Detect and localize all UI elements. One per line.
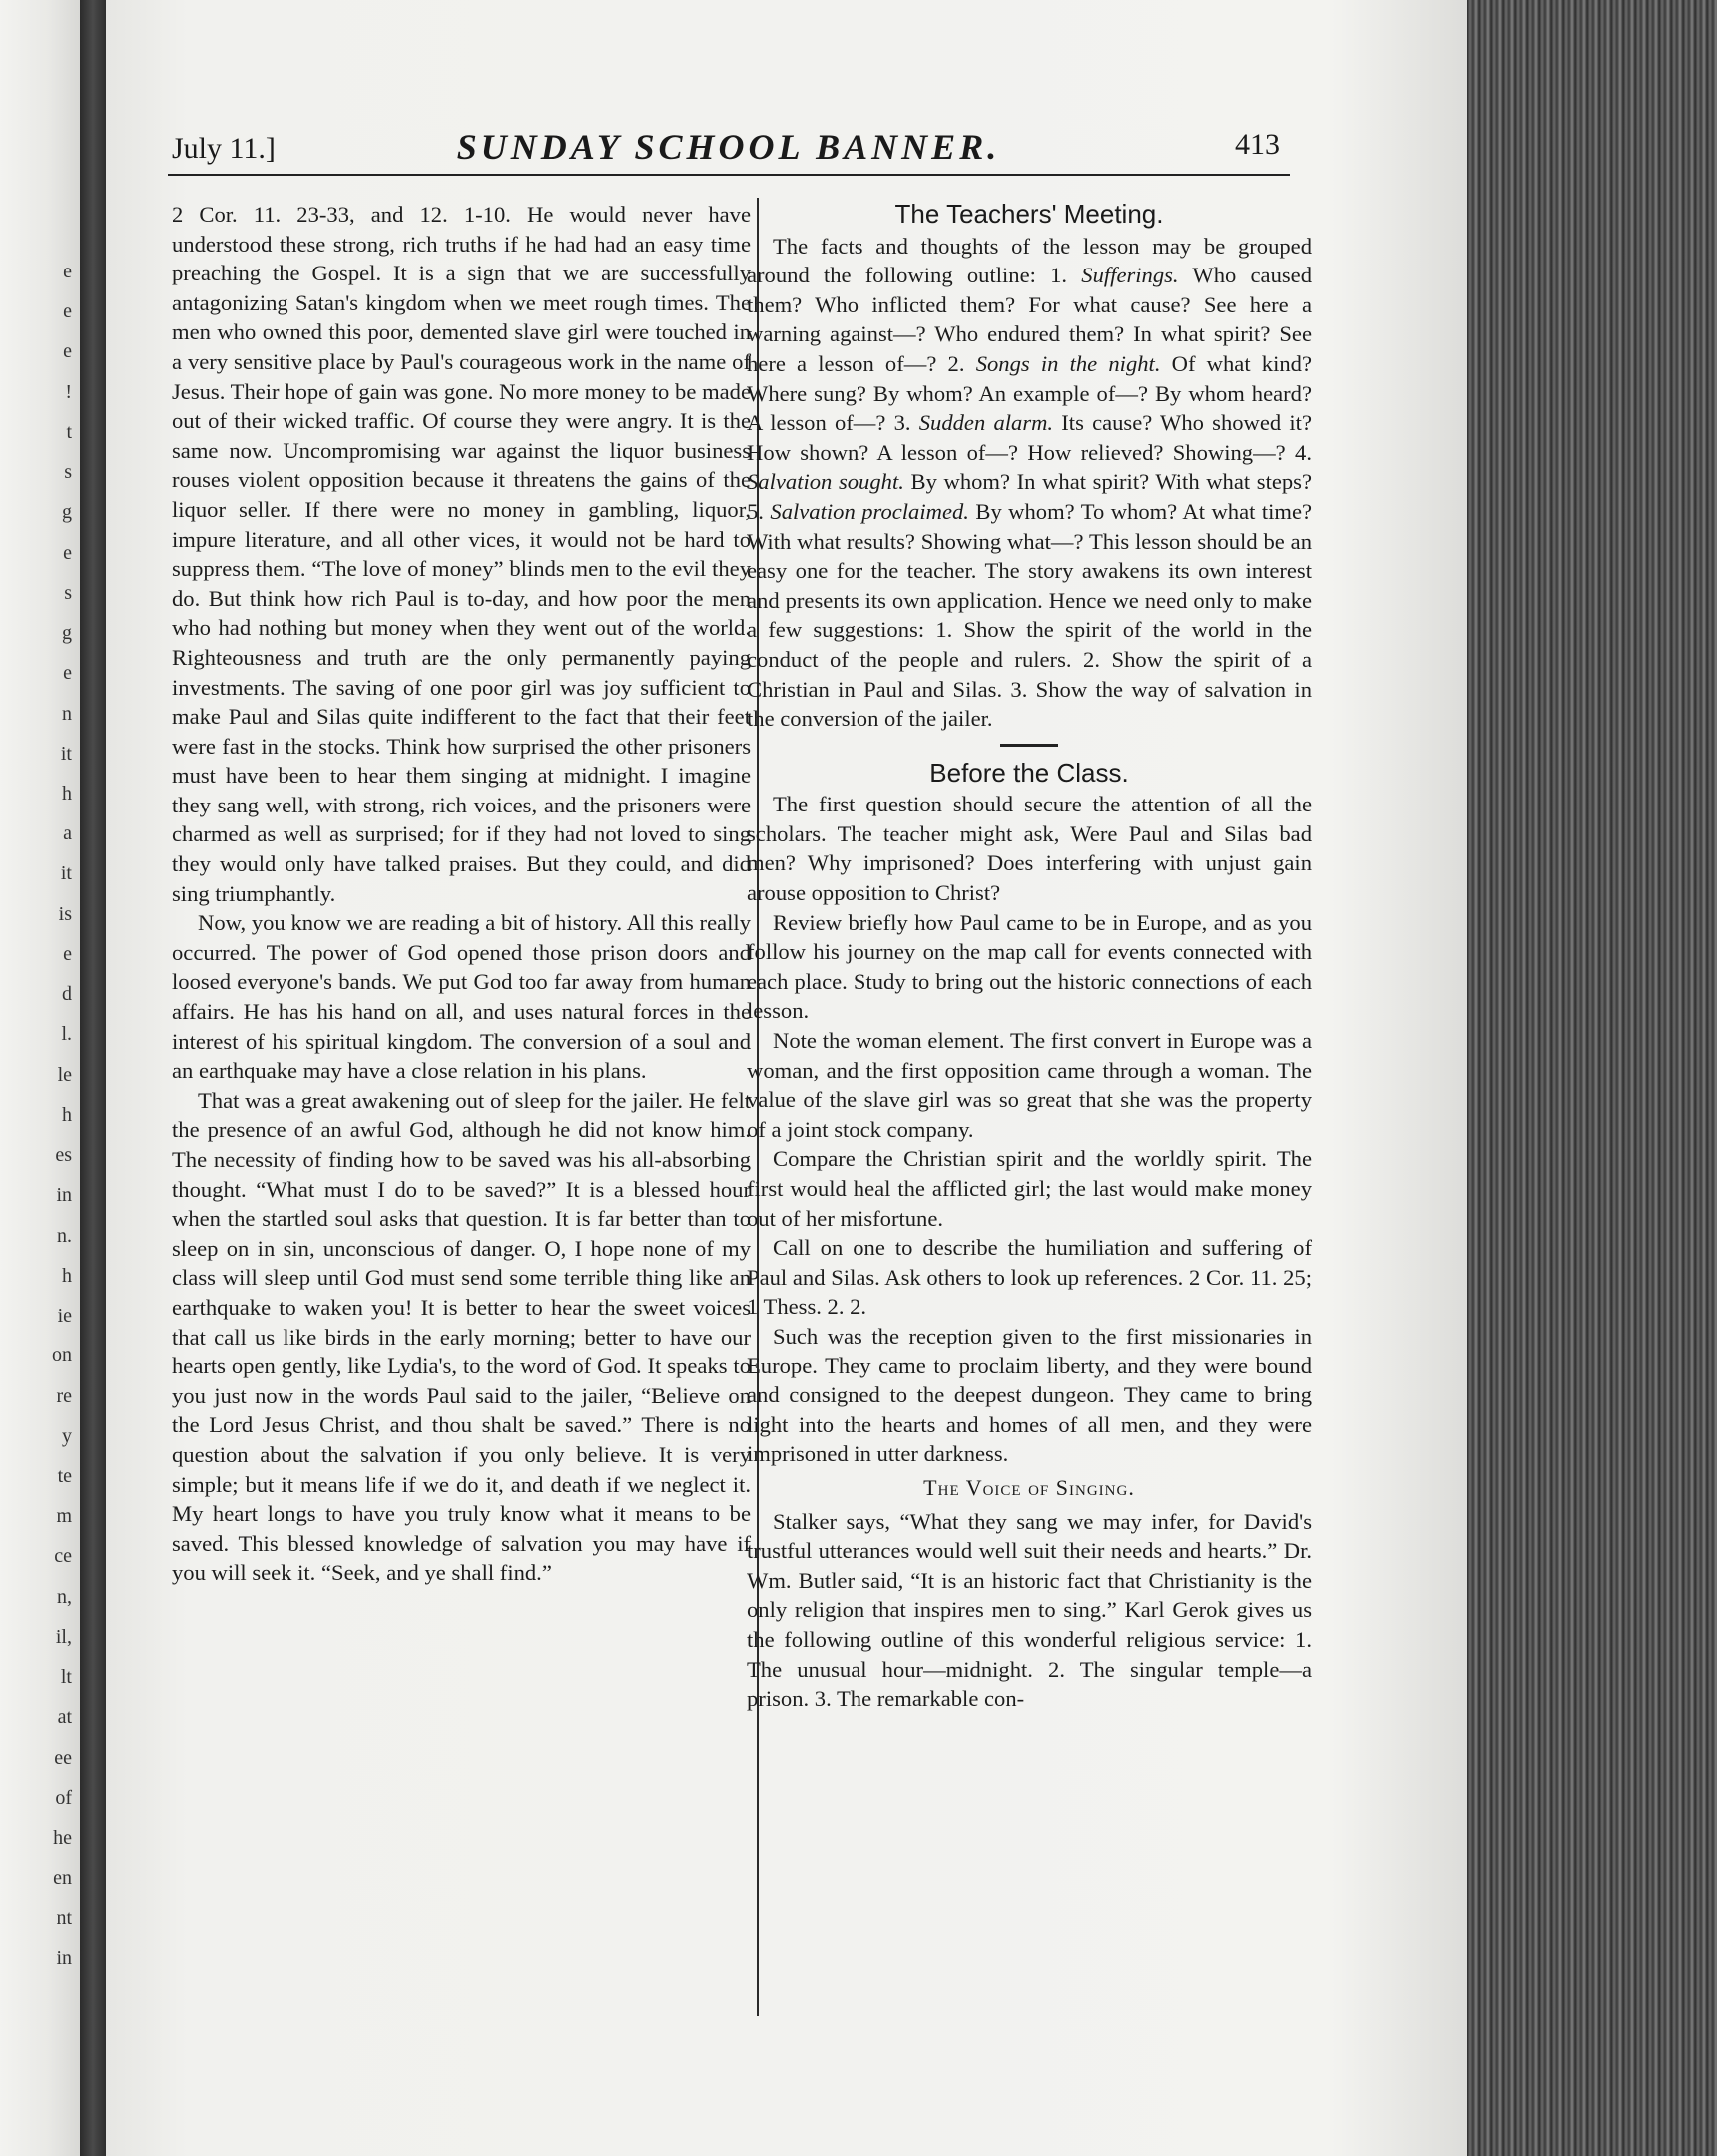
previous-page-fragment: en	[53, 1867, 72, 1889]
previous-page-fragment: of	[55, 1786, 72, 1809]
before-class-paragraph: The first question should secure the attention of all the scholars. The teacher might ask, Were Paul and Silas bad men? Why imprisoned? Does interfering with unjust gain arouse opposition to Christ?	[747, 792, 1312, 906]
previous-page-fragment: y	[62, 1424, 72, 1447]
before-class-paragraph: Compare the Christian spirit and the worldly spirit. The first would heal the afflicted girl; the last would make money out of her misfortune.	[747, 1146, 1312, 1231]
header-date: July 11.]	[172, 132, 276, 165]
outline-heading: Salvation proclaimed.	[770, 498, 969, 524]
previous-page-fragment: nt	[56, 1906, 72, 1929]
outline-heading: Salvation sought.	[747, 469, 904, 495]
previous-page-fragment: e	[63, 942, 72, 965]
right-column	[747, 200, 1312, 1714]
publication-title: SUNDAY SCHOOL BANNER.	[456, 127, 1001, 167]
previous-page-fragment: ie	[57, 1305, 72, 1328]
previous-page-fragment: le	[57, 1063, 72, 1086]
previous-page-fragment: e	[63, 541, 72, 564]
text-run: Its cause? Who showed it? How shown? A lesson of—? How relieved? Showing—? 4.	[747, 410, 1312, 465]
section-divider	[1000, 744, 1058, 747]
previous-page-fragment: it	[60, 862, 72, 885]
previous-page-fragment: g	[62, 622, 72, 645]
previous-page-fragment: e	[63, 662, 72, 685]
voice-of-singing-paragraph: Stalker says, “What they sang we may infer, for David's trustful utterances would well suit their needs and hearts.” Dr. Wm. Butler said, “It is an historic fact that Christianity is the only religion that inspires men to sing.” Karl Gerok gives us the following outline of this wonderful religious service: 1. The unusual hour—midnight. 2. The singular temple—a prison. 3. The remarkable con-	[747, 1508, 1312, 1712]
previous-page-fragment: in	[56, 1184, 72, 1207]
previous-page-fragment: te	[57, 1464, 72, 1487]
previous-page-fragment: d	[62, 983, 72, 1006]
book-page-edges	[1467, 0, 1717, 2156]
text-run: By whom? To whom? At what time? With what results? Showing what—? This lesson should be an easy one for the teacher. The story awakens its own interest and presents its own application. Hence we need only to make a few suggestions: 1. Show the spirit of the world in the conduct of the people and rulers. 2. Show the spirit of a Christian in Paul and Silas. 3. Show the way of salvation in the conversion of the jailer.	[747, 498, 1313, 732]
previous-page-fragment: it	[60, 742, 72, 765]
previous-page-fragment: s	[64, 581, 72, 604]
running-header	[168, 118, 1290, 176]
section-title-before-class: Before the Class.	[929, 757, 1129, 788]
previous-page-fragment: il,	[55, 1625, 72, 1648]
before-class-paragraph: Note the woman element. The first convert in Europe was a woman, and the first opposition came through a woman. The value of the slave girl was so great that she was the property of a joint stock company.	[747, 1028, 1312, 1142]
teachers-meeting-paragraph	[747, 232, 1312, 734]
previous-page-fragment: lt	[60, 1666, 72, 1689]
outline-heading: Sudden alarm.	[918, 410, 1054, 436]
previous-page-fragment: is	[58, 902, 72, 925]
text-run: Of what kind? Where sung? By whom? An example of—? By whom heard? A lesson of—? 3.	[747, 350, 1312, 436]
book-gutter	[80, 0, 106, 2156]
subsection-title-voice-of-singing: The Voice of Singing.	[923, 1474, 1135, 1500]
previous-page-fragment: n,	[57, 1585, 72, 1608]
previous-page-fragment: t	[66, 420, 72, 443]
outline-heading: Sufferings.	[1081, 263, 1179, 288]
previous-page-fragment: n	[62, 702, 72, 725]
before-class-paragraph: Review briefly how Paul came to be in Europe, and as you follow his journey on the map call for events connected with each place. Study to bring out the historic connections of each lesson.	[747, 909, 1312, 1024]
previous-page-fragment: a	[63, 822, 72, 845]
previous-page-fragment: s	[64, 461, 72, 484]
body-paragraph: That was a great awakening out of sleep for the jailer. He felt the presence of an awful God, although he did not know him. The necessity of finding how to be saved was his all-absorbing thought. “What must I do to be saved?” It is a blessed hour when the startled soul asks that question. It is far better than to sleep on in sin, unconscious of danger. O, I hope none of my class will sleep until God must send some terrible thing like an earthquake to waken you! It is better to hear the sweet voices that call us like birds in the early morning; better to have our hearts open gently, like Lydia's, to the word of God. It speaks to you just now in the words Paul said to the jailer, “Believe on the Lord Jesus Christ, and thou shalt be saved.” There is no question about the salvation if you only believe. It is very simple; but it means life if we do it, and death if we neglect it. My heart longs to have you truly know what it means to be saved. This blessed knowledge of salvation you may have if you will seek it. “Seek, and ye shall find.”	[172, 1087, 751, 1586]
body-paragraph: 2 Cor. 11. 23-33, and 12. 1-10. He would never have understood these strong, rich truths if he had had an easy time preaching the Gospel. It is a sign that we are successfully antagonizing Satan's kingdom when we meet rough times. The men who owned this poor, demented slave girl were touched in a very sensitive place by Paul's courageous work in the name of Jesus. Their hope of gain was gone. No more money to be made out of their wicked traffic. Of course they were angry. It is the same now. Uncompromising war against the liquor business rouses violent opposition because it threatens the gains of the liquor seller. If there were no money in gambling, liquor, impure literature, and all other vices, it would not be hard to suppress them. “The love of money” blinds men to the evil they do. But think how rich Paul is to-day, and how poor the men who had nothing but money when they went out of the world. Righteousness and truth are the only permanently paying investments. The saving of one poor girl was joy sufficient to make Paul and Silas quite indifferent to the fact that their feet were fast in the stocks. Think how surprised the other prisoners must have been to hear them singing at midnight. I imagine they sang well, with strong, rich voices, and the prisoners were charmed as well as surprised; for if they had not loved to sing they would only have talked praises. But they could, and did sing triumphantly.	[172, 202, 751, 906]
previous-page-fragment: he	[53, 1827, 72, 1850]
previous-page-fragment: !	[65, 380, 72, 403]
section-title-teachers-meeting: The Teachers' Meeting.	[894, 199, 1164, 229]
previous-page-fragment: e	[63, 261, 72, 282]
previous-page-fragment: l.	[61, 1023, 72, 1046]
previous-page-fragment: m	[56, 1505, 72, 1528]
previous-page-fragment: in	[56, 1946, 72, 1969]
previous-page-fragment: h	[62, 1264, 72, 1287]
before-class-paragraph: Such was the reception given to the first missionaries in Europe. They came to proclaim liberty, and they were bound and consigned to the deepest dungeon. They came to bring light into the hearts and homes of all men, and they were imprisoned in utter darkness.	[747, 1323, 1312, 1467]
page-number: 413	[1235, 128, 1280, 161]
outline-heading: Songs in the night.	[975, 350, 1161, 376]
previous-page-fragment: h	[62, 783, 72, 806]
text-run: The facts and thoughts of the lesson may be grouped around the following outline: 1.	[747, 233, 1312, 288]
previous-page-fragment: e	[63, 340, 72, 363]
left-column	[172, 200, 751, 1588]
previous-page-fragment: on	[52, 1345, 72, 1367]
previous-page-edge	[0, 0, 80, 2156]
previous-page-fragment: at	[57, 1706, 72, 1729]
previous-page-fragment: es	[55, 1144, 72, 1167]
previous-page-fragment: ee	[54, 1746, 72, 1769]
before-class-paragraph: Call on one to describe the humiliation and suffering of Paul and Silas. Ask others to look up references. 2 Cor. 11. 25; 1 Thess. 2. 2.	[747, 1235, 1312, 1320]
previous-page-fragment: re	[56, 1384, 72, 1407]
previous-page-fragment: e	[63, 300, 72, 323]
previous-page-fragment: n.	[57, 1224, 72, 1247]
text-run: By whom? In what spirit? With what steps? 5.	[747, 469, 1313, 524]
previous-page-fragment: ce	[54, 1545, 72, 1568]
previous-page-fragment: g	[62, 501, 72, 524]
body-paragraph: Now, you know we are reading a bit of history. All this really occurred. The power of God opened those prison doors and loosed everyone's bands. We put God too far away from human affairs. He has his hand on all, and uses natural forces in the interest of his spiritual kingdom. The conversion of a soul and an earthquake may have a close relation in his plans.	[172, 910, 751, 1084]
previous-page-fragment: h	[62, 1103, 72, 1126]
text-run: Who caused them? Who inflicted them? For what cause? See here a warning against—? Who endured them? In what spirit? See here a lesson of—? 2.	[747, 263, 1313, 376]
